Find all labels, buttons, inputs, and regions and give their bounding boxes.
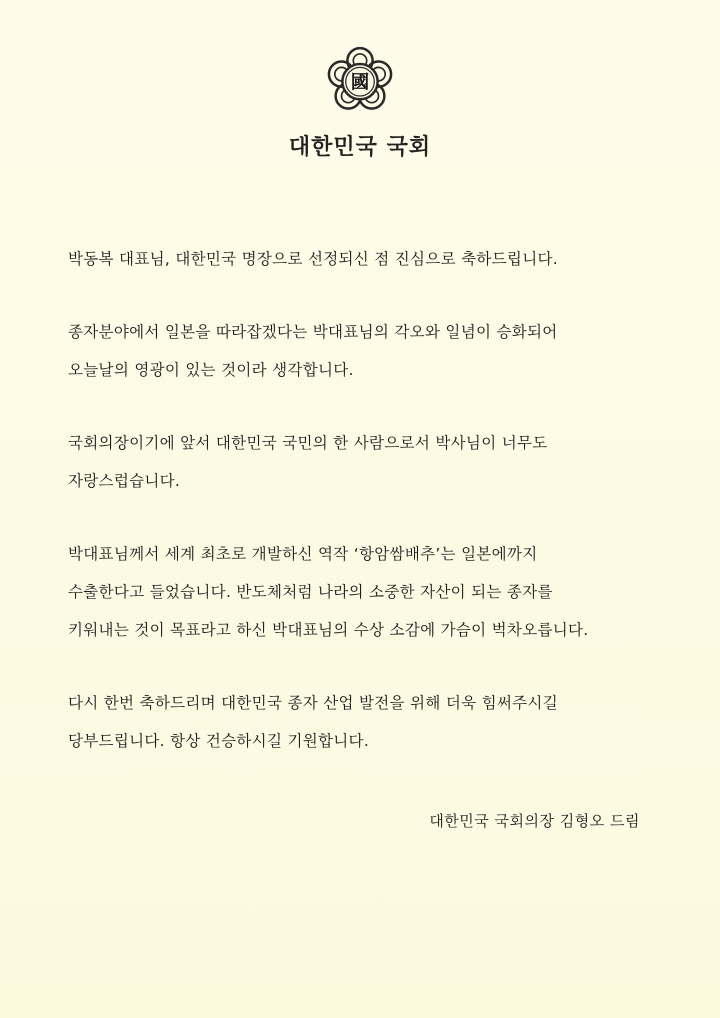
letter-line: 오늘날의 영광이 있는 것이라 생각합니다. — [68, 361, 354, 379]
letter-line: 종자분야에서 일본을 따라잡겠다는 박대표님의 각오와 일념이 승화되어 — [68, 323, 558, 341]
emblem-glyph: 國 — [350, 72, 370, 94]
letter-line: 박동복 대표님, 대한민국 명장으로 선정되신 점 진심으로 축하드립니다. — [68, 250, 558, 268]
letter-line: 자랑스럽습니다. — [68, 472, 181, 490]
letter-line: 박대표님께서 세계 최초로 개발하신 역작 ‘항암쌈배추’는 일본에까지 — [68, 545, 538, 563]
letter-line: 키워내는 것이 목표라고 하신 박대표님의 수상 소감에 가슴이 벅차오릅니다. — [68, 621, 589, 639]
letter-line: 국회의장이기에 앞서 대한민국 국민의 한 사람으로서 박사님이 너무도 — [68, 434, 548, 452]
letter-line: 당부드립니다. 항상 건승하시길 기원합니다. — [68, 732, 370, 750]
national-assembly-emblem-icon — [318, 38, 402, 122]
paragraph-4 — [68, 541, 658, 655]
paragraph-2 — [68, 319, 658, 395]
paragraph-1 — [68, 246, 658, 284]
letter-line: 다시 한번 축하드리며 대한민국 종자 산업 발전을 위해 더욱 힘써주시길 — [68, 694, 558, 712]
letter-line: 수출한다고 들었습니다. 반도체처럼 나라의 소중한 자산이 되는 종자를 — [68, 583, 553, 601]
paragraph-5 — [68, 690, 658, 766]
paragraph-3 — [68, 430, 658, 506]
signature: 대한민국 국회의장 김형오 드림 — [429, 812, 640, 830]
organization-name: 대한민국 국회 — [288, 135, 432, 160]
letter-body — [68, 246, 658, 801]
